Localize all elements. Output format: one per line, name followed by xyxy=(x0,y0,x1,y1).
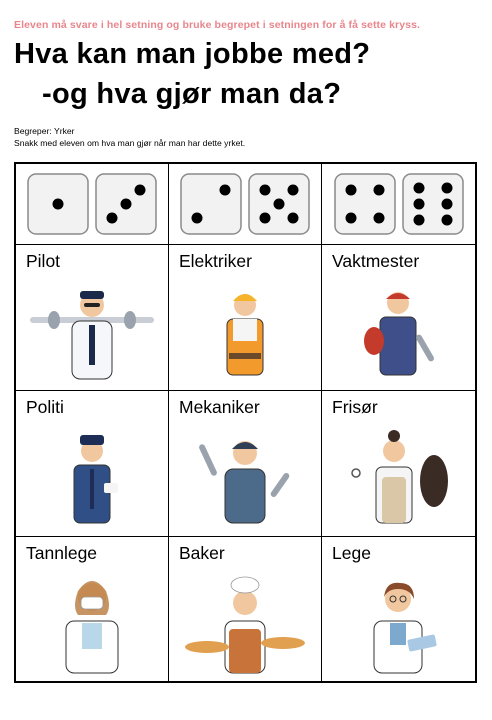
die-pip xyxy=(192,213,203,224)
die-pip xyxy=(260,213,271,224)
job-grid xyxy=(14,162,477,683)
concepts-line: Begreper: Yrker xyxy=(14,126,75,136)
mechanic-icon xyxy=(177,421,313,533)
die-pip xyxy=(288,213,299,224)
task-line: Snakk med eleven om hva man gjør når man har dette yrket. xyxy=(14,138,246,148)
die-pip xyxy=(345,213,356,224)
caretaker-icon xyxy=(330,275,466,387)
job-label: Lege xyxy=(332,543,371,563)
job-cell-elektriker[interactable] xyxy=(169,245,322,391)
job-label: Baker xyxy=(179,543,225,563)
job-cell-pilot[interactable] xyxy=(16,245,169,391)
page-subtitle: -og hva gjør man da? xyxy=(42,78,342,110)
job-label: Vaktmester xyxy=(332,251,420,271)
die-pip xyxy=(220,185,231,196)
police-icon xyxy=(24,421,160,533)
concepts-block xyxy=(14,125,245,149)
die-pip xyxy=(135,185,146,196)
die-icon xyxy=(401,172,465,236)
baker-icon xyxy=(177,567,313,679)
job-label: Tannlege xyxy=(26,543,98,563)
die-icon xyxy=(179,172,243,236)
die-pip xyxy=(413,183,424,194)
job-label: Frisør xyxy=(332,397,378,417)
die-icon xyxy=(26,172,90,236)
die-pip xyxy=(413,215,424,226)
die-face xyxy=(403,174,463,234)
die-pip xyxy=(107,213,118,224)
die-pip xyxy=(260,185,271,196)
die-icon xyxy=(94,172,158,236)
doctor-icon xyxy=(330,567,466,679)
job-label: Pilot xyxy=(26,251,61,271)
job-cell-vaktmester[interactable] xyxy=(322,245,475,391)
die-pip xyxy=(441,199,452,210)
job-cell-politi[interactable] xyxy=(16,391,169,537)
die-pip xyxy=(441,215,452,226)
die-pip xyxy=(274,199,285,210)
die-pip xyxy=(53,199,64,210)
die-pip xyxy=(413,199,424,210)
die-face xyxy=(181,174,241,234)
job-cell-tannlege[interactable] xyxy=(16,537,169,681)
die-pip xyxy=(345,185,356,196)
dice-cell-3 xyxy=(322,164,475,245)
die-icon xyxy=(247,172,311,236)
die-pip xyxy=(373,185,384,196)
job-label: Elektriker xyxy=(179,251,252,271)
page-title: Hva kan man jobbe med? xyxy=(14,38,371,70)
dentist-icon xyxy=(24,567,160,679)
die-icon xyxy=(333,172,397,236)
die-pip xyxy=(373,213,384,224)
die-pip xyxy=(441,183,452,194)
job-cell-lege[interactable] xyxy=(322,537,475,681)
dice-cell-1 xyxy=(16,164,169,245)
pilot-icon xyxy=(24,275,160,387)
dice-cell-2 xyxy=(169,164,322,245)
job-label: Politi xyxy=(26,397,64,417)
job-label: Mekaniker xyxy=(179,397,260,417)
electrician-icon xyxy=(177,275,313,387)
die-pip xyxy=(288,185,299,196)
job-cell-frisor[interactable] xyxy=(322,391,475,537)
instruction-text: Eleven må svare i hel setning og bruke begrepet i setningen for å få sette kryss. xyxy=(14,19,421,31)
die-face xyxy=(335,174,395,234)
hairdresser-icon xyxy=(330,421,466,533)
job-cell-mekaniker[interactable] xyxy=(169,391,322,537)
die-pip xyxy=(121,199,132,210)
job-cell-baker[interactable] xyxy=(169,537,322,681)
